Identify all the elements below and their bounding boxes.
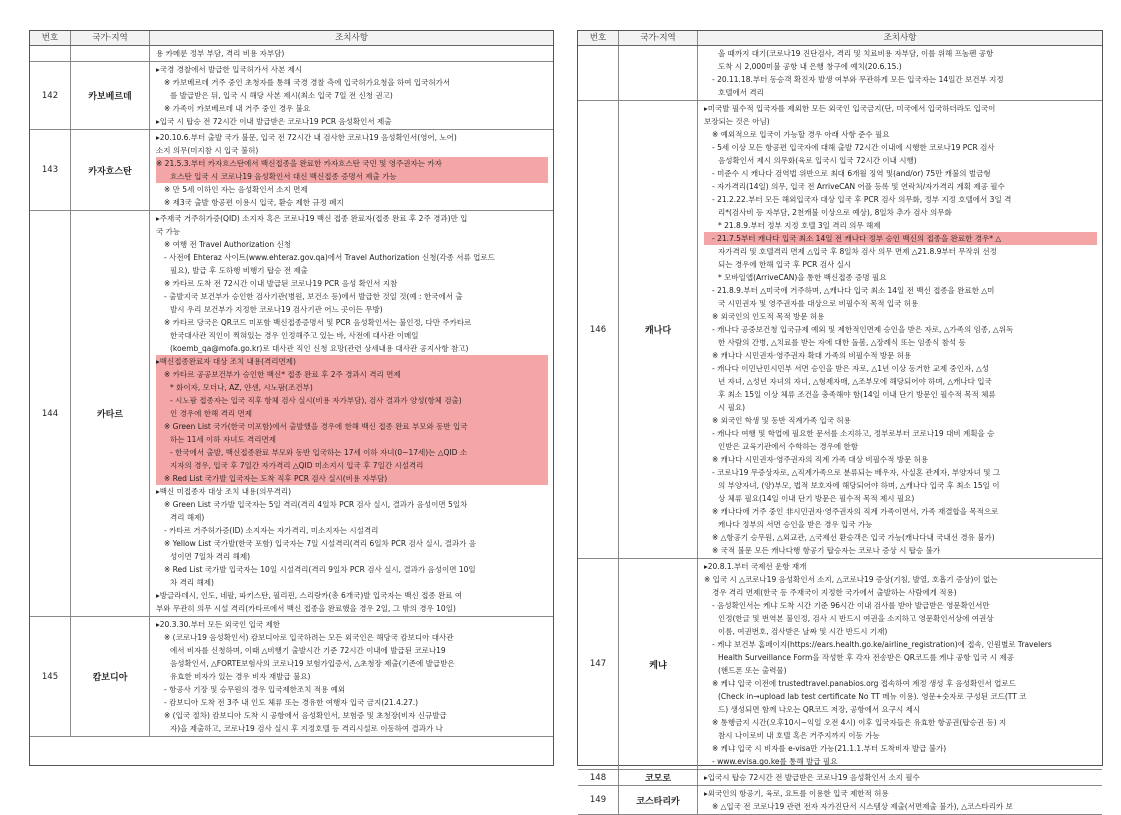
measure-line: - 21.8.9.부터 △미국에 거주하며, △캐나다 입국 최소 14일 전 백신 접종을 완료한 △미 xyxy=(712,286,995,295)
measure-line: - 캐나다 공중보건청 입국규제 예외 및 제한적인면제 승인을 받은 자로, △가족의 임종, △위독 xyxy=(712,325,1014,334)
table-row xyxy=(578,559,1102,770)
measure-line: Health Surveillance Form을 작성한 후 각자 전송받은 QR코드를 케냐 공항 입국 시 제공 xyxy=(718,653,1014,662)
measure-line: ※ 국적 불문 모든 캐나다행 항공기 탑승자는 코로나 증상 시 탑승 불가 xyxy=(712,546,941,555)
highlighted-line: - 시노팜 접종자는 입국 직후 항체 검사 실시(비용 자가부담), 검사 결과가 양성(항체 검출) xyxy=(156,394,548,407)
measure-line: 격리 해제) xyxy=(170,513,205,522)
row-number: 142 xyxy=(30,62,71,129)
measure-line: * 모바일앱(ArriveCAN)을 통한 백신접종 증명 필요 xyxy=(718,273,887,282)
measure-line: 국 시민권자 및 영주권자를 대상으로 비필수적 목적 입국 허용 xyxy=(718,299,919,308)
measure-line: ※ Green List 국가발 입국자는 5일 격리(격리 4일차 PCR 검사 실시, 결과가 음성이면 5일차 xyxy=(164,500,468,509)
measure-line: 발시 우리 보건부가 지정한 코로나19 검사기관 어느 곳이든 무방) xyxy=(170,305,383,314)
measure-line: 소지 의무(미지참 시 입국 불허) xyxy=(156,146,259,155)
row-number: 145 xyxy=(30,617,71,736)
header-measures: 조치사항 xyxy=(883,33,917,43)
table-body xyxy=(30,46,553,737)
row-number xyxy=(578,46,619,100)
table-row xyxy=(578,46,1102,101)
highlighted-line: - 21.7.5부터 캐나다 입국 최소 14일 전 캐나다 정부 승인 백신의 접종을 완료한 경우* △ xyxy=(704,232,1097,245)
row-country: 케냐 xyxy=(619,559,698,769)
measure-line: 인받은 교육기관에서 수학하는 경우에 한함 xyxy=(718,442,858,451)
measure-line: 의 부양자녀, (양)부모, 법적 보호자에 해당되어야 하며, △캐나다 입국 후 최소 15일 이 xyxy=(718,481,1000,490)
row-number: 147 xyxy=(578,559,619,769)
left-page xyxy=(29,30,554,766)
measure-line: ▸백신 미접종자 대상 조치 내용(의무격리) xyxy=(156,487,292,496)
measure-line: ▸방글라데시, 인도, 네팔, 파키스탄, 필리핀, 스리랑카(총 6개국)발 입국자는 백신 접종 완료 여 xyxy=(156,591,463,600)
measure-line: - 항공사 기장 및 승무원의 경우 입국제한조치 적용 예외 xyxy=(164,685,346,694)
header-num: 번호 xyxy=(578,31,619,45)
measure-line: ※ 카타르 도착 전 72시간 이내 발급된 코로나19 PCR 음성 확인서 지참 xyxy=(164,279,398,288)
measure-line: 캐나다 정부의 서면 승인을 받은 경우 입국 가능 xyxy=(718,520,873,529)
measure-line: ※ Red List 국가발 입국자는 10일 시설격리(격리 9일차 PCR 검사 실시, 결과가 음성이면 10일 xyxy=(164,565,476,574)
measure-line: ※ 예외적으로 입국이 가능할 경우 아래 사항 준수 필요 xyxy=(712,130,890,139)
measure-line: ※ 캐나다 시민권자·영주권자의 직계 가족 대상 비필수적 방문 허용 xyxy=(712,455,929,464)
row-country xyxy=(71,46,150,61)
measure-line: ※ 케냐 입국 시 비자를 e-visa만 가능(21.1.1.부터 도착비자 발급 불가) xyxy=(712,744,947,753)
measure-line: ※ 카타르 당국은 QR코드 미포함 백신접종증명서 및 PCR 음성확인서는 불인정, 다만 주카타르 xyxy=(164,318,472,327)
row-number: 146 xyxy=(578,101,619,558)
row-measures xyxy=(150,130,553,210)
table-row xyxy=(30,617,553,737)
measure-line: 부와 무관히 의무 시설 격리(카타르에서 백신 접종을 완료했을 경우 2일, 그 밖의 경우 10일) xyxy=(156,604,456,613)
row-country: 캄보디아 xyxy=(71,617,150,736)
measure-line: ※ △항공기 승무원, △외교관, △국제선 환승객은 입국 가능(캐나다내 국내선 경유 불가) xyxy=(712,533,995,542)
row-measures xyxy=(150,211,553,616)
measure-line: ▸입국 시 탑승 전 72시간 이내 발급받은 코로나19 PCR 음성확인서 제출 xyxy=(156,117,392,126)
row-number: 143 xyxy=(30,130,71,210)
measure-line: - 케냐 보건부 홈페이지(https://ears.health.go.ke/airline_registration)에 접속, 인원별로 Travelers xyxy=(712,640,1052,649)
measure-line: - 음성확인서는 케냐 도착 시간 기준 96시간 이내 검사를 받아 발급받은 영문확인서만 xyxy=(712,601,990,610)
measure-line: ▸미국발 필수적 입국자를 제외한 모든 외국인 입국금지(단, 미국에서 입국하더라도 입국이 xyxy=(704,104,996,113)
measure-line: ※ 입국 시 △코로나19 음성확인서 소지, △코로나19 증상(기침, 발열, 호흡기 증상)이 없는 xyxy=(704,575,998,584)
measure-line: (Check in→upload lab test certificate No TT 메뉴 이용). 영문+숫자로 구성된 코드(TT 코 xyxy=(718,692,1027,701)
highlighted-line: ▸백신접종완료자 대상 조치 내용(격리면제) xyxy=(156,355,548,368)
measure-line: 년 자녀, △성년 자녀의 자녀, △형제자매, △조부모에 해당되어야 하며, △캐나다 입국 xyxy=(718,377,992,386)
table-row xyxy=(578,786,1102,815)
row-number: 144 xyxy=(30,211,71,616)
row-country: 캐나다 xyxy=(619,101,698,558)
measure-line: - 캄보디아 도착 전 3주 내 인도 체류 또는 경유한 여행자 입국 금지(21.4.27.) xyxy=(164,698,419,707)
right-page xyxy=(577,30,1103,811)
row-measures xyxy=(150,46,553,61)
row-country: 카타르 xyxy=(71,211,150,616)
table-row xyxy=(30,130,553,211)
measure-line: ※ 케냐 입국 이전에 trustedtravel.panabios.org 접속하여 계정 생성 후 음성확인서 업로드 xyxy=(712,679,1016,688)
highlighted-line: ※ 21.5.3.부터 카자흐스탄에서 백신접종을 완료한 카자흐스탄 국민 및 영주권자는 카자 xyxy=(156,157,548,170)
measure-line: 필요), 발급 후 도하행 비행기 탑승 전 제출 xyxy=(170,266,308,275)
measure-line: ※ 여행 전 Travel Authorization 신청 xyxy=(164,240,291,249)
measure-line: - 21.2.22.부터 모든 해외입국자 대상 입국 후 PCR 검사 의무화, 정부 지정 호텔에서 3일 격 xyxy=(712,195,1012,204)
header-num: 번호 xyxy=(30,31,71,45)
measure-line: 리*(검사비 등 자부담, 2천캐불 이상으로 예상), 8일차 추가 검사 의무화 xyxy=(718,208,952,217)
measure-line: ※ (입국 절차) 캄보디아 도착 시 공항에서 음성확인서, 보험증 및 초청장(비자 신규발급 xyxy=(164,711,447,720)
row-number: 149 xyxy=(578,786,619,814)
measure-line: 자가격리 및 호텔격리 면제 △입국 후 8일차 검사 의무 면제 △21.8.9부터 무작위 선정 xyxy=(718,247,997,256)
highlighted-line: - 한국에서 출발, 백신접종완료 부모와 동반 입국하는 17세 이하 자녀(0~17세)는 △QID 소 xyxy=(156,446,548,459)
measure-line: 음성확인서 제시 의무화(육로 입국시 입국 72시간 이내 시행) xyxy=(718,156,917,165)
measure-line: - www.evisa.go.ke를 통해 발급 필요 xyxy=(712,757,838,766)
row-measures xyxy=(150,617,553,736)
table-row xyxy=(578,101,1102,559)
measure-line: ▸국경 경찰에서 발급한 입국허가서 사본 제시 xyxy=(156,65,303,74)
measure-line: 인정(한글 및 번역본 불인정, 검사 시 반드시 여권을 소지하고 영문확인서상에 여권상 xyxy=(718,614,994,623)
measure-line: ▸20.10.6.부터 출발 국가 불문, 입국 전 72시간 내 검사한 코로나19 음성확인서(영어, 노어) xyxy=(156,133,457,142)
measure-line: ※ 가족이 카보베르데 내 거주 중인 경우 불요 xyxy=(164,104,311,113)
measure-line: - 자가격리(14일) 의무, 입국 전 ArriveCAN 어플 등록 및 연락처/자가격리 계획 제공 필수 xyxy=(712,182,1005,191)
measure-line: 한국대사관 직인이 찍혀있는 경우 인정해주고 있는 바, 사전에 대사관 이메일 xyxy=(170,331,419,340)
measure-line: 되는 경우에 한해 입국 후 PCR 검사 실시 xyxy=(718,260,852,269)
table-row xyxy=(30,46,553,62)
header-country: 국가·지역 xyxy=(619,31,698,45)
row-country: 카자흐스탄 xyxy=(71,130,150,210)
measure-line: ▸주재국 거주허가증(QID) 소지자 혹은 코로나19 백신 접종 완료자(접종 완료 후 2주 경과)만 입 xyxy=(156,214,468,223)
measure-line: * 21.8.9.부터 정부 지정 호텔 3일 격리 의무 해제 xyxy=(718,221,881,230)
row-country: 카보베르데 xyxy=(71,62,150,129)
measure-line: ▸외국인의 항공기, 육로, 요트를 이용한 입국 제한적 허용 xyxy=(704,789,889,798)
highlighted-line: 하는 11세 이하 자녀도 격리면제 xyxy=(156,433,548,446)
highlighted-line: * 화이자, 모더나, AZ, 얀센, 시노팜(조건부) xyxy=(156,381,548,394)
row-number xyxy=(30,46,71,61)
measure-line: 성이면 7일차 격리 해제) xyxy=(170,552,251,561)
measure-line: - 카타르 거주허가증(ID) 소지자는 자가격리, 미소지자는 시설격리 xyxy=(164,526,379,535)
measure-line: - 20.11.18.부터 동승객 확진자 발생 여부와 무관하게 모든 입국자는 14일간 보건부 지정 xyxy=(712,75,1004,84)
row-measures xyxy=(698,770,1102,785)
row-measures xyxy=(698,46,1102,100)
measure-line: ※ 만 5세 이하인 자는 음성확인서 소지 면제 xyxy=(164,185,308,194)
measure-line: 호텔에서 격리 xyxy=(718,88,764,97)
measure-line: 에서 비자를 신청하며, 이때 △비행기 출발시간 기준 72시간 이내에 발급된 코로나19 xyxy=(170,646,446,655)
row-measures xyxy=(698,101,1102,558)
table-header xyxy=(30,31,553,46)
header-measures: 조치사항 xyxy=(335,33,368,43)
highlighted-line: 지자의 경우, 입국 후 7일간 자가격리 △QID 미소지시 입국 후 7일간 시설격리 xyxy=(156,459,548,472)
measure-line: ※ 통행금지 시간(오후10시~익일 오전 4시) 이후 입국자들은 유효한 항공권(탑승권 등) 지 xyxy=(712,718,1007,727)
measure-line: 이름, 여권번호, 검사받은 날짜 및 시간 반드시 기재) xyxy=(718,627,888,636)
table-body xyxy=(578,46,1102,815)
measure-line: 용 카메룬 정부 부담, 격리 비용 자부담) xyxy=(156,49,285,58)
measure-line: ▸입국시 탑승 72시간 전 발급받은 코로나19 음성확인서 소지 필수 xyxy=(704,773,920,782)
measure-line: ※ 캐나다 시민권자·영주권자 확대 가족의 비필수적 방문 허용 xyxy=(712,351,912,360)
measure-line: 국 가능 xyxy=(156,227,181,236)
measure-line: ※ 외국인의 인도적 목적 방문 허용 xyxy=(712,312,825,321)
row-measures xyxy=(698,559,1102,769)
measure-line: 참시 나이로비 내 호텔 혹은 거주지까지 이동 가능 xyxy=(718,731,880,740)
measure-line: 차 격리 해제) xyxy=(170,578,214,587)
measure-line: 올 때까지 대기(코로나19 진단검사, 격리 및 치료비용 자부담, 이를 위해 프놈펜 공항 xyxy=(718,49,994,58)
measure-line: ▸20.3.30.부터 모든 외국인 입국 제한 xyxy=(156,620,281,629)
highlighted-line: ※ Green List 국가(한국 미포함)에서 출발했을 경우에 한해 백신 접종 완료 부모와 동반 입국 xyxy=(156,420,548,433)
row-measures xyxy=(150,62,553,129)
row-number: 148 xyxy=(578,770,619,785)
measure-line: ※ △입국 전 코로나19 관련 전자 자가진단서 시스템상 제출(서면제출 불가), △코스타리카 보 xyxy=(712,802,1013,811)
measure-line: 드) 생성되면 함께 나오는 QR코드 저장, 공항에서 요구시 제시 xyxy=(718,705,921,714)
measure-line: ※ 캐나다에 거주 중인 非시민권자·영주권자의 직계 가족이면서, 가족 재결합을 목적으로 xyxy=(712,507,999,516)
measure-line: 후 최소 15일 이상 체류 조건을 충족해야 함(14일 이내 단기 방문인 필수적 목적 체류 xyxy=(718,390,996,399)
measure-line: (koemb_qa@mofa.go.kr)로 대사관 직인 신청 요망(관련 상세내용 대사관 공지사항 참고) xyxy=(170,344,469,353)
measure-line: 자)을 제출하고, 코로나19 검사 실시 후 지정호텔 등 격리시설로 이동하여 결과가 나 xyxy=(170,724,443,733)
measure-line: - 사전에 Ehteraz 사이트(www.ehteraz.gov.qa)에서 Travel Authorization 신청(각종 서류 업로드 xyxy=(164,253,495,262)
row-country: 코스타리카 xyxy=(619,786,698,814)
measure-line: 한 사람의 간병, △치료를 받는 자에 대한 돌봄, △장례식 또는 임종식 참석 등 xyxy=(718,338,966,347)
measure-line: - 캐나다 이민난민시민부 서면 승인을 받은 자로, △1년 이상 동거한 교제 중인자, △성 xyxy=(712,364,989,373)
table-row xyxy=(30,211,553,617)
highlighted-line: ※ Red List 국가발 입국자는 도착 직후 PCR 검사 실시(비용 자부담) xyxy=(156,472,548,485)
row-measures xyxy=(698,786,1102,814)
header-country: 국가·지역 xyxy=(71,31,150,45)
measure-line: ▸20.8.1.부터 국제선 운항 재개 xyxy=(704,562,807,571)
measure-line: 보장되는 것은 아님) xyxy=(704,117,770,126)
measure-line: ※ 제3국 출발 항공편 이용시 입국, 환승 제한 규정 폐지 xyxy=(164,198,344,207)
highlighted-line: ※ 카타르 공공보건부가 승인한 백신* 접종 완료 후 2주 경과시 격리 면제 xyxy=(156,368,548,381)
measure-line: ※ (코로나19 음성확인서) 캄보디아로 입국하려는 모든 외국인은 해당국 캄보디아 대사관 xyxy=(164,633,454,642)
measure-line: - 미준수 시 캐나다 검역법 위반으로 최대 6개월 징역 및(and/or) 75만 캐불의 벌금형 xyxy=(712,169,991,178)
table-row xyxy=(578,770,1102,786)
measure-line: - 출발지국 보건부가 승인한 검사기관(병원, 보건소 등)에서 발급한 것일 것(예 : 한국에서 출 xyxy=(164,292,463,301)
row-country xyxy=(619,46,698,100)
measure-line: 를 발급받은 뒤, 입국 시 해당 사본 제시(최소 입국 7일 전 신청 권고) xyxy=(170,91,393,100)
measure-line: 시 필요) xyxy=(718,403,746,412)
highlighted-line: 흐스탄 입국 시 코로나19 음성확인서 대신 백신접종 증명서 제출 가능 xyxy=(156,170,548,183)
measure-line: - 캐나다 여행 및 학업에 필요한 문서를 소지하고, 정부로부터 코로나19 대비 계획을 승 xyxy=(712,429,995,438)
measure-line: 도착 시 2,000미불 공항 내 은행 창구에 예치(20.6.15.) xyxy=(718,62,902,71)
measure-line: ※ 외국인 학생 및 동반 직계가족 입국 허용 xyxy=(712,416,851,425)
measure-line: ※ 카보베르데 거주 중인 초청자를 통해 국경 경찰 측에 입국허가요청을 하여 입국허가서 xyxy=(164,78,451,87)
measure-line: 경우 격리 면제(한국 등 주재국이 지정한 국가에서 출발하는 사람에게 적용) xyxy=(712,588,957,597)
table-header xyxy=(578,31,1102,46)
table-row xyxy=(30,62,553,130)
measure-line: ※ Yellow List 국가발(한국 포함) 입국자는 7일 시설격리(격리 6일차 PCR 검사 실시, 결과가 음 xyxy=(164,539,477,548)
measure-line: - 코로나19 무증상자로, △직계가족으로 분류되는 배우자, 사실혼 관계자, 부양자녀 및 그 xyxy=(712,468,1001,477)
measure-line: 음성확인서, △FORTE보험사의 코로나19 보험가입증서, △초청장 제출(기존에 발급받은 xyxy=(170,659,455,668)
row-country: 코모로 xyxy=(619,770,698,785)
measure-line: 유효한 비자가 있는 경우 비자 재발급 불요) xyxy=(170,672,311,681)
measure-line: (핸드폰 또는 출력물) xyxy=(718,666,787,675)
measure-line: - 5세 이상 모든 항공편 입국자에 대해 출발 72시간 이내에 시행한 코로나19 PCR 검사 xyxy=(712,143,995,152)
highlighted-line: 인 경우에 한해 격리 면제 xyxy=(156,407,548,420)
measure-line: 상 체류 필요(14일 이내 단기 방문은 필수적 목적 제시 필요) xyxy=(718,494,915,503)
